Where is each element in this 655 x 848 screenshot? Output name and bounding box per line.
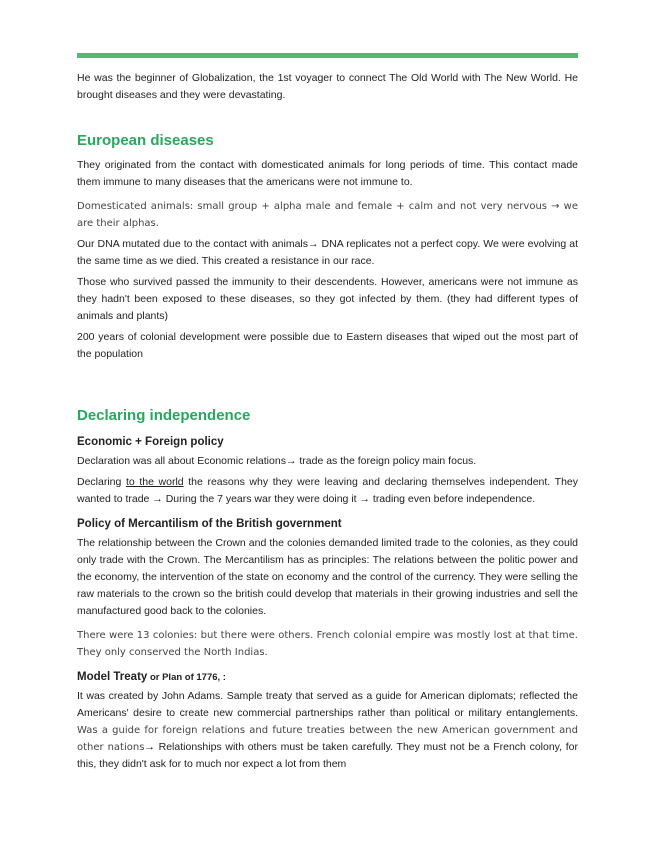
text-run: Model Treaty [77, 671, 148, 683]
paragraph: There were 13 colonies: but there were others. French colonial empire was mostly lost at that time. They only conserved the North Indias. [77, 630, 578, 658]
text-run: the reasons why they were leaving and declaring themselves independent. They wanted to trade → During the 7 years war they were doing it → trading even before independence. [77, 476, 578, 505]
text-run: Was a guide for foreign relations and future treaties between the new American government and other nations [77, 725, 578, 753]
paragraph: Declaration was all about Economic relations→ trade as the foreign policy main focus. [77, 455, 477, 467]
text-run: or Plan of 1776, : [147, 672, 226, 683]
section-heading-declaring-independence: Declaring independence [77, 407, 251, 424]
paragraph: 200 years of colonial development were possible due to Eastern diseases that wiped out the most part of the population [77, 331, 578, 360]
section-heading-european-diseases: European diseases [77, 132, 214, 149]
paragraph: The relationship between the Crown and the colonies demanded limited trade to the colonies, as they could only trade with the Crown. The Mercantilism has as principles: The relations between the politic power and the economy, the intervention of the state on economy and the control of the currency. They were selling the raw materials to the crown so the british could develop that materials in their growing industries and sell the manufactured good back to the colonies. [77, 537, 578, 617]
document-body [77, 70, 578, 773]
paragraph [77, 688, 578, 773]
text-run: Declaring [77, 476, 126, 488]
paragraph: They originated from the contact with domesticated animals for long periods of time. This contact made them immune to many diseases that the americans were not immune to. [77, 159, 578, 188]
intro-paragraph: He was the beginner of Globalization, the 1st voyager to connect The Old World with The New World. He brought diseases and they were devastating. [77, 72, 578, 101]
header-rule [77, 53, 578, 58]
underlined-text: to the world [125, 476, 184, 488]
paragraph: Domesticated animals: small group + alpha male and female + calm and not very nervous → we are their alphas. [77, 201, 578, 229]
paragraph: Our DNA mutated due to the contact with animals→ DNA replicates not a perfect copy. We were evolving at the same time as we died. This created a resistance in our race. [77, 238, 578, 267]
text-run: It was created by John Adams. Sample treaty that served as a guide for American diplomats; reflected the Americans' desire to create new commercial partnerships rather than political or military entanglements. [77, 690, 578, 719]
subheading-mercantilism: Policy of Mercantilism of the British government [77, 518, 342, 530]
text-run: → Relationships with others must be taken carefully. They must not be a French colony, for this, they didn't ask for to much nor expect a lot from them [77, 741, 579, 770]
subheading-economic-foreign-policy: Economic + Foreign policy [77, 436, 224, 448]
subheading-model-treaty [77, 669, 578, 686]
paragraph [77, 474, 578, 508]
paragraph: Those who survived passed the immunity to their descendents. However, americans were not immune as they hadn't been exposed to these diseases, so they got infected by them. (they had different types of animals and plants) [77, 276, 578, 322]
